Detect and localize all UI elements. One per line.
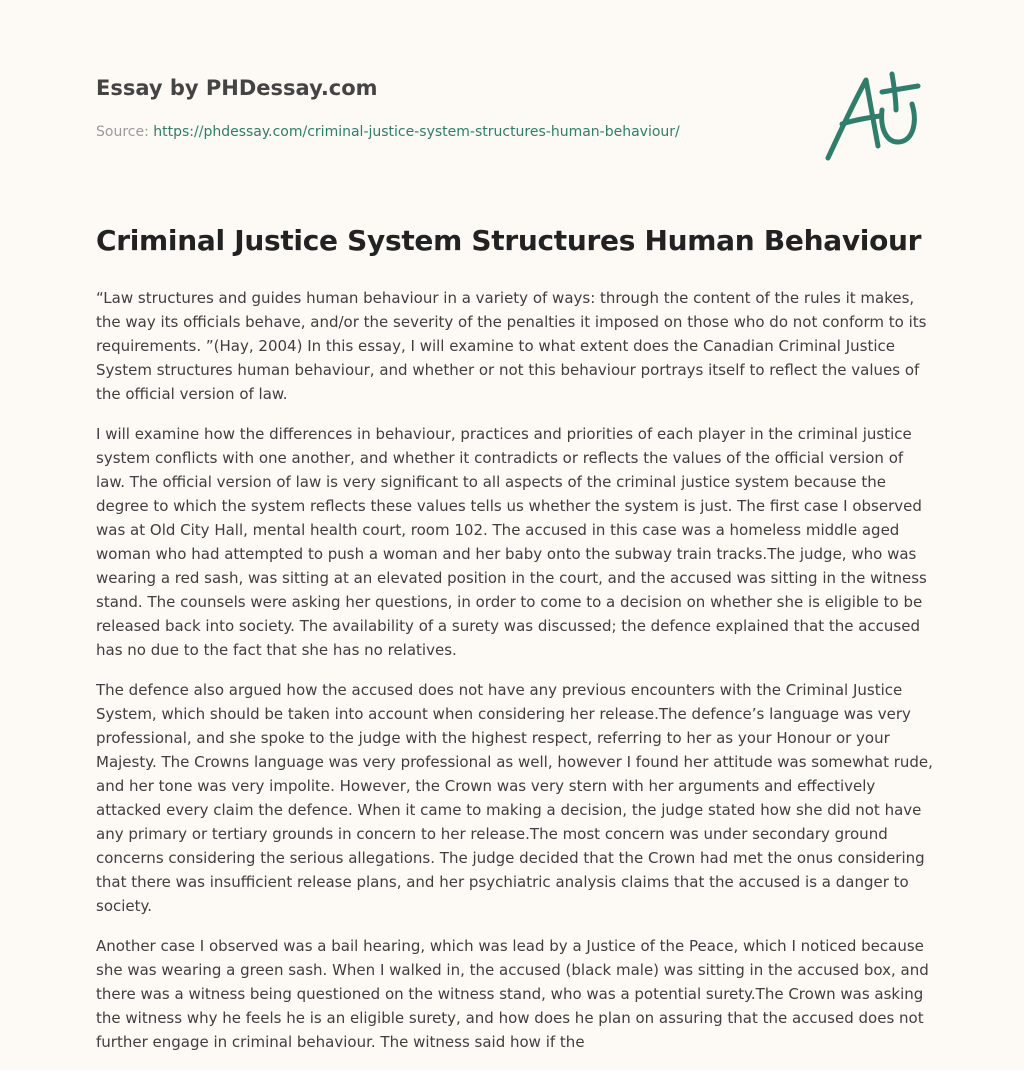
essay-paragraph: The defence also argued how the accused does not have any previous encounters with the Criminal Justice System, which should be taken into account when considering her release.The defence’s language was very professional, and she spoke to the judge with the highest respect, referring to her as your Honour or your Majesty. The Crowns language was very professional as well, however I found her attitude was somewhat rude, and her tone was very impolite. However, the Crown was very stern with her arguments and effectively attacked every claim the defence. When it came to making a decision, the judge stated how she did not have any primary or tertiary grounds in concern to her release.The most concern was under secondary ground concerns considering the serious allegations. The judge decided that the Crown had met the onus considering that there was insufficient release plans, and her psychiatric analysis claims that the accused is a danger to society. [96, 681, 933, 915]
essay-paragraph: “Law structures and guides human behaviour in a variety of ways: through the content of the rules it makes, the way its officials behave, and/or the severity of the penalties it imposed on those who do not conform to its requirements. ”(Hay, 2004) In this essay, I will examine to what extent does the Canadian Criminal Justice System structures human behaviour, and whether or not this behaviour portrays itself to reflect the values of the official version of law. [96, 289, 927, 403]
source-line [96, 124, 816, 140]
source-label: Source: [96, 124, 154, 140]
essay-title: Criminal Justice System Structures Human Behaviour [96, 224, 922, 257]
site-brand: Essay by PHDessay.com [96, 76, 378, 100]
page-header [96, 76, 816, 140]
essay-paragraph: I will examine how the differences in behaviour, practices and priorities of each player in the criminal justice system conflicts with one another, and whether it contradicts or reflects the values of the official version of law. The official version of law is very significant to all aspects of the criminal justice system because the degree to which the system reflects these values tells us whether the system is just. The first case I observed was at Old City Hall, mental health court, room 102. The accused in this case was a homeless middle aged woman who had attempted to push a woman and her baby onto the subway train tracks.The judge, who was wearing a red sash, was sitting at an elevated position in the court, and the accused was sitting in the witness stand. The counsels were asking her questions, in order to come to a decision on whether she is eligible to be released back into society. The availability of a surety was discussed; the defence explained that the accused has no due to the fact that she has no relatives. [96, 425, 927, 659]
essay-body [96, 286, 934, 1070]
a-plus-grade-icon [820, 62, 930, 172]
source-link[interactable]: https://phdessay.com/criminal-justice-system-structures-human-behaviour/ [153, 124, 680, 140]
essay-paragraph: Another case I observed was a bail hearing, which was lead by a Justice of the Peace, which I noticed because she was wearing a green sash. When I walked in, the accused (black male) was sitting in the accused box, and there was a witness being questioned on the witness stand, who was a potential surety.The Crown was asking the witness why he feels he is an eligible surety, and how does he plan on assuring that the accused does not further engage in criminal behaviour. The witness said how if the [96, 937, 929, 1051]
